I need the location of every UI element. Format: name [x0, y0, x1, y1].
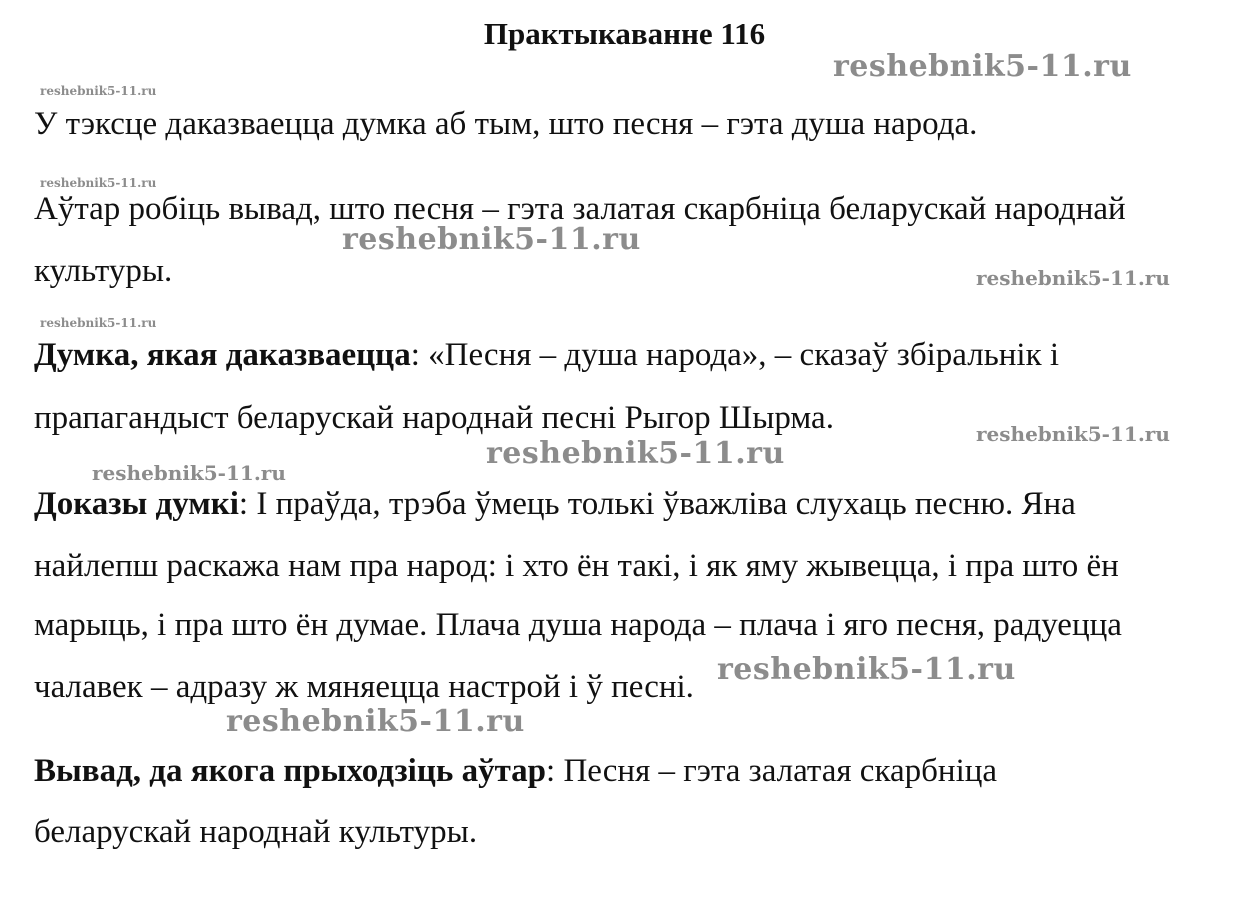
paragraph-2-line-1: Аўтар робіць вывад, што песня – гэта залатая скарбніца беларускай народнай — [34, 191, 1126, 227]
paragraph-4-line-3: марыць, і пра што ён думае. Плача душа народа – плача і яго песня, радуецца — [34, 607, 1122, 643]
conclusion-label: Вывад, да якога прыходзіць аўтар — [34, 753, 547, 789]
watermark: reshebnik5-11.ru — [486, 436, 785, 471]
paragraph-3-line-2: прапагандыст беларускай народнай песні Рыгор Шырма. — [34, 400, 834, 436]
paragraph-4-line-4: чалавек – адразу ж мяняецца настрой і ў песні. — [34, 669, 694, 705]
paragraph-4-line-2: найлепш раскажа нам пра народ: і хто ён такі, і як яму жывецца, і пра што ён — [34, 548, 1119, 584]
paragraph-1-line-1: У тэксце даказваецца думка аб тым, што песня – гэта душа народа. — [34, 106, 978, 142]
thesis-label: Думка, якая даказваецца — [34, 337, 411, 373]
watermark: reshebnik5-11.ru — [40, 84, 157, 98]
evidence-text: : І праўда, трэба ўмець толькі ўважліва слухаць песню. Яна — [238, 486, 1076, 522]
evidence-label: Доказы думкі — [34, 486, 239, 522]
watermark: reshebnik5-11.ru — [226, 704, 525, 739]
paragraph-2-line-2: культуры. — [34, 253, 173, 289]
watermark: reshebnik5-11.ru — [40, 176, 157, 190]
watermark: reshebnik5-11.ru — [92, 461, 286, 485]
watermark: reshebnik5-11.ru — [833, 49, 1132, 84]
paragraph-4-line-1 — [34, 484, 1076, 524]
watermark: reshebnik5-11.ru — [976, 266, 1170, 290]
watermark: reshebnik5-11.ru — [976, 422, 1170, 446]
watermark: reshebnik5-11.ru — [717, 652, 1016, 687]
watermark: reshebnik5-11.ru — [40, 316, 157, 330]
paragraph-5-line-1 — [34, 751, 997, 791]
exercise-title: Практыкаванне 116 — [483, 16, 766, 51]
paragraph-3-line-1 — [34, 335, 1059, 375]
watermark: reshebnik5-11.ru — [342, 222, 641, 257]
conclusion-text: : Песня – гэта залатая скарбніца — [546, 753, 998, 789]
paragraph-5-line-2: беларускай народнай культуры. — [34, 814, 478, 850]
thesis-text: : «Песня – душа народа», – сказаў збіральнік і — [410, 337, 1060, 373]
